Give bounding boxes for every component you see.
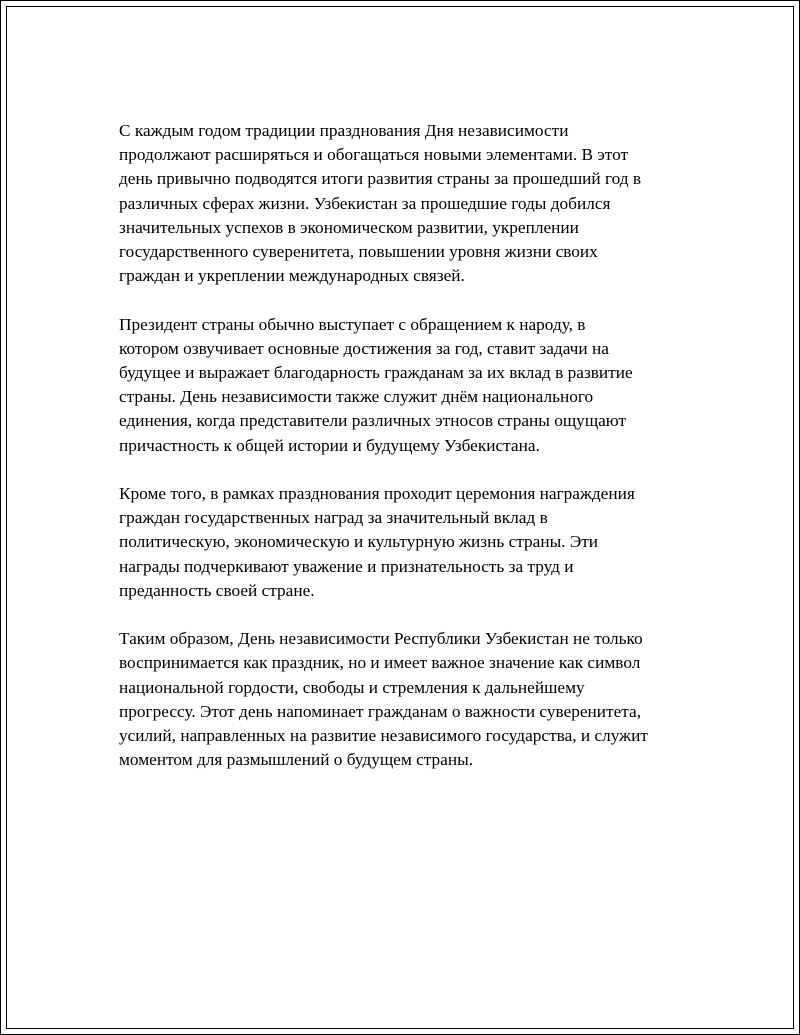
text-line: Таким образом, День независимости Республики Узбекистан не только	[119, 629, 643, 649]
text-line: прогрессу. Этот день напоминает гражданам о важности суверенитета,	[119, 701, 642, 721]
text-line: моментом для размышлений о будущем страны.	[119, 750, 474, 770]
text-line: день привычно подводятся итоги развития страны за прошедший год в	[119, 169, 642, 189]
text-line: страны. День независимости также служит днём национального	[119, 387, 594, 407]
paragraph-3	[119, 482, 699, 603]
paragraph-4	[119, 627, 699, 772]
text-line: котором озвучивает основные достижения за год, ставит задачи на	[119, 338, 609, 358]
text-line: причастность к общей истории и будущему Узбекистана.	[119, 435, 540, 455]
paragraph-1	[119, 119, 699, 288]
text-line: граждан и укреплении международных связей.	[119, 266, 465, 286]
text-line: значительных успехов в экономическом развитии, укреплении	[119, 217, 579, 237]
text-line: награды подчеркивают уважение и признательность за труд и	[119, 556, 574, 576]
text-line: различных сферах жизни. Узбекистан за прошедшие годы добился	[119, 193, 611, 213]
text-line: Кроме того, в рамках празднования проходит церемония награждения	[119, 484, 635, 504]
document-body	[119, 119, 699, 797]
text-line: единения, когда представители различных этносов страны ощущают	[119, 411, 627, 431]
text-line: продолжают расширяться и обогащаться новыми элементами. В этот	[119, 145, 629, 165]
text-line: Президент страны обычно выступает с обращением к народу, в	[119, 314, 586, 334]
text-line: граждан государственных наград за значительный вклад в	[119, 508, 548, 528]
text-line: усилий, направленных на развитие независимого государства, и служит	[119, 726, 648, 746]
text-line: государственного суверенитета, повышении уровня жизни своих	[119, 242, 598, 262]
paragraph-2	[119, 313, 699, 458]
text-line: политическую, экономическую и культурную жизнь страны. Эти	[119, 532, 599, 552]
text-line: национальной гордости, свободы и стремления к дальнейшему	[119, 677, 585, 697]
text-line: будущее и выражает благодарность гражданам за их вклад в развитие	[119, 363, 633, 383]
text-line: воспринимается как праздник, но и имеет важное значение как символ	[119, 653, 641, 673]
text-line: преданность своей стране.	[119, 580, 315, 600]
text-line: С каждым годом традиции празднования Дня независимости	[119, 121, 569, 140]
